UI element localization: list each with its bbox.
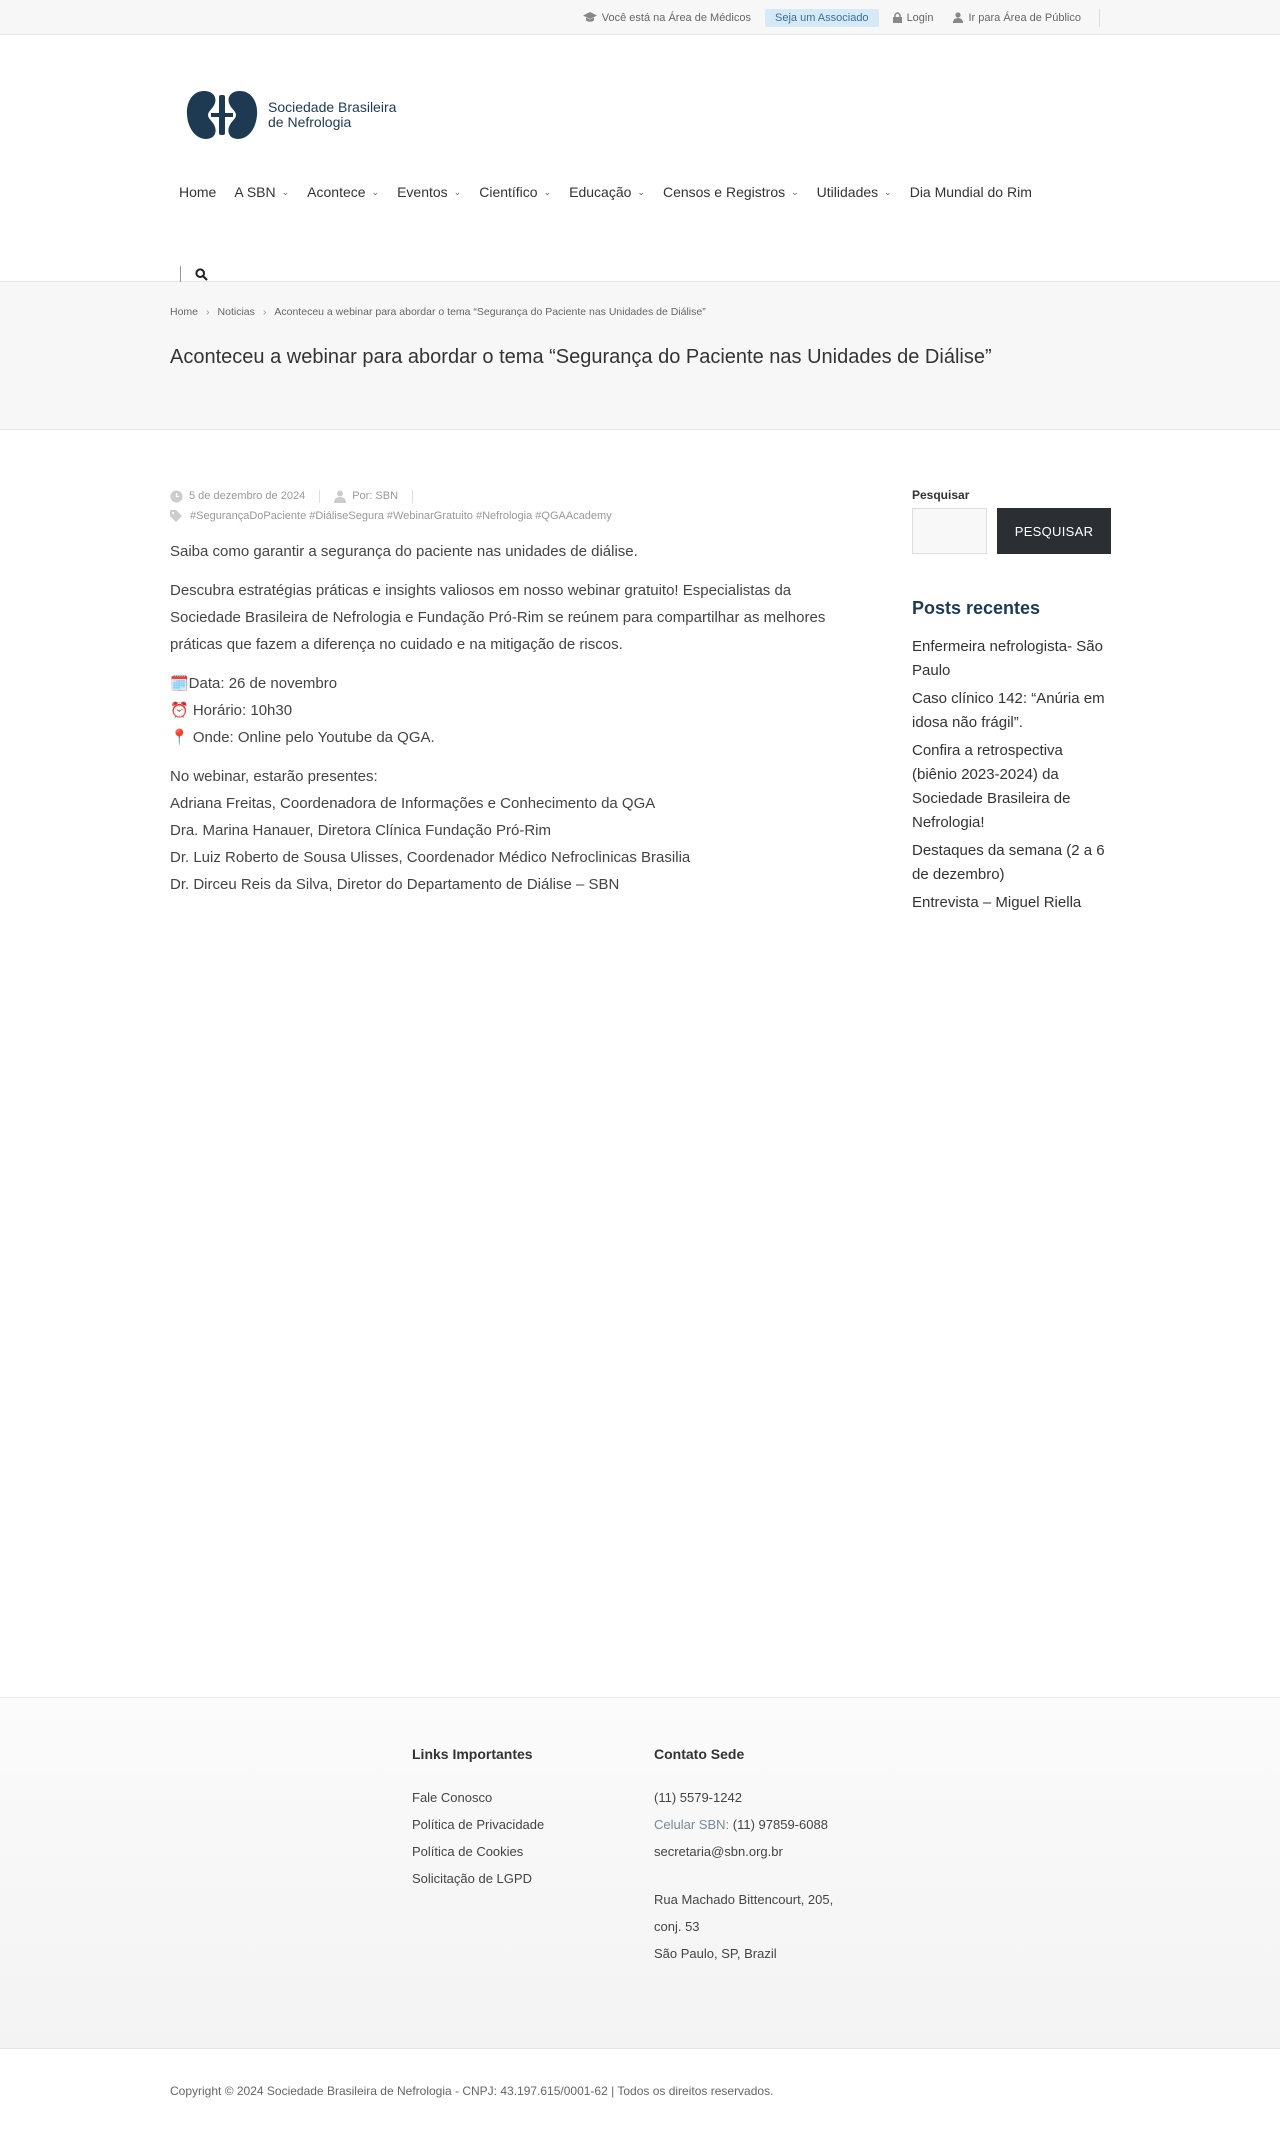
nav-item-label: Científico (479, 184, 538, 200)
user-icon (953, 12, 963, 23)
divider (319, 490, 320, 503)
article-description: Descubra estratégias práticas e insights valiosos em nosso webinar gratuito! Especialistas da Sociedade Brasileira de Nefrologia e Fundação Pró-Rim se reúnem para compartilhar as melhores práticas que fazem a diferença no cuidado e na mitigação de riscos. (170, 582, 826, 653)
area-publico-link[interactable] (943, 12, 1091, 24)
nav-item-censos[interactable] (654, 180, 808, 204)
site-header (0, 35, 1280, 282)
chevron-down-icon: ⌄ (884, 186, 892, 197)
footer-address-line: conj. 53 (654, 1919, 700, 1934)
login-link[interactable] (883, 12, 944, 24)
tag-icon (170, 510, 184, 522)
divider (412, 490, 413, 503)
graduation-cap-icon (583, 12, 597, 23)
sidebar-search (912, 508, 1112, 554)
event-details (170, 670, 860, 751)
recent-posts-list (912, 635, 1112, 915)
top-bar (0, 0, 1280, 35)
footer-link[interactable]: Política de Cookies (412, 1844, 524, 1859)
breadcrumb-separator: › (262, 306, 267, 318)
event-time: ⏰ Horário: 10h30 (170, 702, 293, 719)
footer-link[interactable]: Política de Privacidade (412, 1817, 545, 1832)
speaker-item: Adriana Freitas, Coordenadora de Informações e Conhecimento da QGA (170, 795, 656, 812)
footer-contact-title: Contato Sede (654, 1746, 745, 1762)
footer-link[interactable]: Solicitação de LGPD (412, 1871, 532, 1886)
nav-item-cientifico[interactable] (470, 180, 560, 204)
breadcrumb-home[interactable]: Home (170, 306, 199, 318)
footer-cell-number: (11) 97859-6088 (732, 1817, 828, 1832)
recent-post-link[interactable]: Destaques da semana (2 a 6 de dezembro) (912, 842, 1105, 883)
nav-item-utilidades[interactable] (808, 180, 901, 204)
user-icon (334, 490, 346, 503)
footer-contact-column (654, 1746, 833, 1967)
footer-links-title: Links Importantes (412, 1746, 533, 1762)
nav-item-dia-mundial[interactable] (901, 180, 1041, 204)
footer-link[interactable]: Fale Conosco (412, 1790, 493, 1805)
post-tags[interactable]: #SegurançaDoPaciente #DiáliseSegura #WebinarGratuito #Nefrologia #QGAAcademy (190, 510, 612, 522)
nav-item-label: A SBN (234, 184, 276, 200)
footer-address-line: São Paulo, SP, Brazil (654, 1946, 777, 1961)
footer-cell (654, 1811, 833, 1838)
associate-button[interactable]: Seja um Associado (765, 9, 879, 27)
recent-post-link[interactable]: Enfermeira nefrologista- São Paulo (912, 638, 1103, 679)
nav-item-label: Utilidades (816, 184, 879, 200)
chevron-down-icon: ⌄ (543, 186, 552, 197)
copyright-bar (0, 2049, 1280, 2145)
chevron-down-icon: ⌄ (371, 186, 380, 197)
nav-item-label: Acontece (307, 184, 366, 200)
nav-item-acontece[interactable] (298, 180, 388, 204)
footer-phone: (11) 5579-1242 (654, 1790, 742, 1805)
post-meta (170, 486, 860, 526)
main-nav (170, 180, 1041, 204)
kidney-logo-icon (186, 89, 258, 141)
chevron-down-icon: ⌄ (453, 186, 462, 197)
search-icon[interactable] (195, 268, 208, 281)
chevron-down-icon: ⌄ (281, 186, 290, 197)
nav-item-home[interactable] (170, 180, 225, 204)
footer-links-column (412, 1746, 544, 1892)
post-date: 5 de dezembro de 2024 (189, 490, 306, 502)
recent-posts-title: Posts recentes (912, 598, 1041, 618)
event-date: 🗓️Data: 26 de novembro (170, 675, 338, 692)
nav-item-label: Censos e Registros (662, 184, 786, 200)
footer-address-line: Rua Machado Bittencourt, 205, (654, 1892, 834, 1907)
page-title: Aconteceu a webinar para abordar o tema “Segurança do Paciente nas Unidades de Diálise” (170, 346, 992, 368)
chevron-down-icon: ⌄ (791, 186, 799, 197)
recent-post-link[interactable]: Caso clínico 142: “Anúria em idosa não frágil”. (912, 690, 1105, 731)
sidebar (912, 486, 1112, 919)
clock-icon (170, 490, 183, 503)
sidebar-search-label: Pesquisar (912, 488, 970, 502)
recent-post-link[interactable]: Entrevista – Miguel Riella (912, 894, 1082, 911)
post-author[interactable]: Por: SBN (352, 490, 399, 502)
nav-item-label: Home (179, 184, 217, 200)
speaker-item: Dra. Marina Hanauer, Diretora Clínica Fundação Pró-Rim (170, 822, 551, 839)
divider (1099, 9, 1100, 27)
area-publico-label: Ir para Área de Público (968, 11, 1081, 24)
page-title-band (0, 282, 1280, 430)
recent-post-link[interactable]: Confira a retrospectiva (biênio 2023-2024) da Sociedade Brasileira de Nefrologia! (912, 742, 1071, 831)
speaker-item: Dr. Luiz Roberto de Sousa Ulisses, Coordenador Médico Nefroclinicas Brasilia (170, 849, 691, 866)
site-logo[interactable] (186, 89, 396, 141)
copyright-text: Copyright © 2024 Sociedade Brasileira de Nefrologia - CNPJ: 43.197.615/0001-62 | Todos os direitos reservados. (170, 2084, 774, 2098)
breadcrumb-section[interactable]: Noticias (217, 306, 255, 318)
login-label: Login (906, 11, 934, 24)
sidebar-search-input[interactable] (912, 508, 987, 554)
footer-cell-label: Celular SBN: (654, 1817, 730, 1832)
breadcrumb (170, 306, 706, 318)
breadcrumb-separator: › (206, 306, 210, 318)
content-area (0, 430, 1280, 1697)
nav-item-eventos[interactable] (388, 180, 470, 204)
area-medicos-label: Você está na Área de Médicos (601, 11, 751, 24)
lock-icon (893, 12, 902, 23)
nav-item-a-sbn[interactable] (225, 180, 298, 204)
breadcrumb-current: Aconteceu a webinar para abordar o tema “Segurança do Paciente nas Unidades de Diálise” (274, 306, 706, 318)
site-footer (0, 1697, 1280, 2049)
article-intro: Saiba como garantir a segurança do paciente nas unidades de diálise. (170, 543, 638, 560)
logo-line-1: Sociedade Brasileira (268, 99, 397, 115)
nav-item-label: Eventos (397, 184, 448, 200)
header-search (180, 266, 208, 283)
logo-line-2: de Nefrologia (268, 114, 352, 130)
area-medicos-link[interactable] (573, 12, 761, 24)
speakers (170, 763, 860, 898)
divider (180, 266, 181, 283)
search-button[interactable]: PESQUISAR (997, 508, 1111, 554)
event-location: 📍 Onde: Online pelo Youtube da QGA. (170, 729, 435, 746)
chevron-down-icon: ⌄ (637, 186, 645, 197)
footer-email[interactable]: secretaria@sbn.org.br (654, 1844, 783, 1859)
speakers-intro: No webinar, estarão presentes: (170, 768, 378, 785)
nav-item-educacao[interactable] (560, 180, 654, 204)
article (170, 486, 860, 898)
speaker-item: Dr. Dirceu Reis da Silva, Diretor do Departamento de Diálise – SBN (170, 876, 620, 893)
nav-item-label: Dia Mundial do Rim (909, 184, 1032, 200)
nav-item-label: Educação (569, 184, 632, 200)
